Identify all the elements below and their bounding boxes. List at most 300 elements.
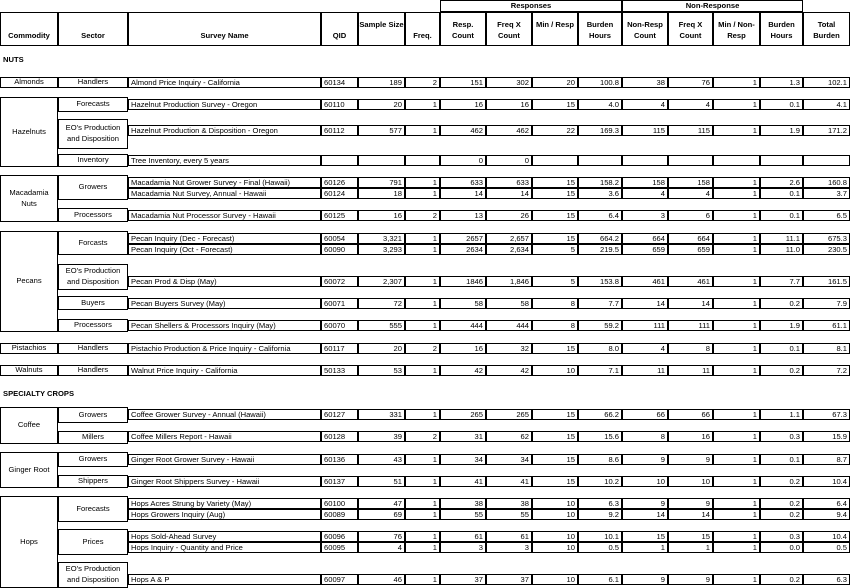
commodity-label: Almonds <box>14 77 44 86</box>
value-min: 15 <box>566 178 575 187</box>
section-title-nuts: NUTS <box>3 55 24 64</box>
cell-qid <box>321 155 358 166</box>
value-nr: 38 <box>656 78 665 87</box>
commodity-label: Pecans <box>16 276 42 285</box>
value-nrmin: 1 <box>752 321 757 330</box>
value-qid: 60095 <box>324 543 346 552</box>
value-burden: 66.2 <box>604 410 619 419</box>
value-size: 16 <box>393 211 402 220</box>
value-size: 46 <box>393 575 402 584</box>
value-total: 9.4 <box>836 510 847 519</box>
value-size: 18 <box>393 189 402 198</box>
sector-label: EO's Production and Disposition <box>65 123 121 143</box>
value-burden: 4.0 <box>608 100 619 109</box>
value-size: 2,307 <box>382 277 402 286</box>
value-fxc: 1,846 <box>509 277 529 286</box>
value-size: 189 <box>389 78 402 87</box>
value-min: 10 <box>566 510 575 519</box>
value-qid: 60134 <box>324 78 346 87</box>
header-label-nr: Non-Resp Count <box>627 20 663 40</box>
value-fxc: 32 <box>520 344 529 353</box>
value-qid: 60071 <box>324 299 346 308</box>
value-nrmin: 1 <box>752 366 757 375</box>
value-burden: 10.2 <box>604 477 619 486</box>
value-nrfxc: 6 <box>705 211 710 220</box>
value-nrmin: 1 <box>752 299 757 308</box>
value-qid: 60127 <box>324 410 346 419</box>
value-total: 61.1 <box>832 321 847 330</box>
survey-name: Pistachio Production & Price Inquiry - California <box>131 344 291 353</box>
sector-label: Growers <box>78 454 108 463</box>
value-total: 160.8 <box>827 178 847 187</box>
value-nrmin: 1 <box>752 532 757 541</box>
value-nrburden: 0.0 <box>789 543 800 552</box>
value-total: 10.4 <box>832 477 847 486</box>
value-resp: 14 <box>474 189 483 198</box>
value-min: 15 <box>566 455 575 464</box>
value-nrmin: 1 <box>752 234 757 243</box>
header-label-commodity: Commodity <box>8 31 50 40</box>
value-total: 8.1 <box>836 344 847 353</box>
value-nrburden: 0.2 <box>789 477 800 486</box>
value-nr: 4 <box>660 100 665 109</box>
header-group-responses: Responses <box>510 1 552 10</box>
value-qid: 60117 <box>324 344 345 353</box>
value-nr: 14 <box>656 299 665 308</box>
header-label-resp: Resp. Count <box>452 20 474 40</box>
value-fxc: 34 <box>520 455 529 464</box>
value-nrburden: 0.1 <box>789 100 800 109</box>
value-freq: 1 <box>432 510 437 519</box>
value-burden: 0.5 <box>608 543 619 552</box>
cell-total <box>803 155 850 166</box>
value-freq: 1 <box>432 321 437 330</box>
sector-label: Forecasts <box>76 503 110 513</box>
header-group-nonresponse: Non-Response <box>685 1 740 10</box>
sector-label: Forcasts <box>78 237 108 247</box>
value-nrfxc: 10 <box>701 477 710 486</box>
value-freq: 1 <box>432 126 437 135</box>
survey-name: Pecan Inquiry (Oct - Forecast) <box>131 245 233 254</box>
value-burden: 59.2 <box>604 321 619 330</box>
value-qid: 60128 <box>324 432 346 441</box>
cell-nrfxc <box>668 155 713 166</box>
value-min: 8 <box>570 321 575 330</box>
value-burden: 158.2 <box>599 178 619 187</box>
value-nrburden: 1.9 <box>789 126 800 135</box>
value-fxc: 55 <box>520 510 529 519</box>
value-nrburden: 1.1 <box>789 410 800 419</box>
header-label-qid: QID <box>332 31 347 40</box>
header-label-total: Total Burden <box>813 20 840 40</box>
value-burden: 7.1 <box>608 366 619 375</box>
value-total: 6.5 <box>836 211 847 220</box>
value-nrmin: 1 <box>752 100 757 109</box>
value-burden: 6.3 <box>608 499 619 508</box>
commodity-label: Macadamia Nuts <box>9 187 49 208</box>
header-label-freq: Freq. <box>413 31 432 40</box>
commodity-label: Hops <box>20 536 38 546</box>
value-qid: 60096 <box>324 532 346 541</box>
value-fxc: 0 <box>524 156 529 165</box>
value-min: 10 <box>566 499 575 508</box>
value-min: 15 <box>566 410 575 419</box>
value-qid: 60072 <box>324 277 346 286</box>
value-total: 6.3 <box>836 575 847 584</box>
value-nr: 1 <box>660 543 665 552</box>
value-nrfxc: 9 <box>705 499 710 508</box>
value-burden: 219.5 <box>599 245 619 254</box>
value-resp: 462 <box>470 126 483 135</box>
header-label-survey: Survey Name <box>200 31 249 40</box>
cell-freq <box>405 155 440 166</box>
value-total: 102.1 <box>827 78 847 87</box>
value-burden: 153.8 <box>599 277 619 286</box>
value-nrmin: 1 <box>752 78 757 87</box>
value-freq: 1 <box>432 189 437 198</box>
value-fxc: 38 <box>520 499 529 508</box>
survey-name: Walnut Price Inquiry - California <box>131 366 238 375</box>
value-burden: 10.1 <box>604 532 619 541</box>
value-qid: 50133 <box>324 366 346 375</box>
value-nrburden: 1.3 <box>789 78 800 87</box>
value-nrfxc: 9 <box>705 575 710 584</box>
value-qid: 60090 <box>324 245 346 254</box>
value-nrburden: 0.2 <box>789 299 800 308</box>
value-size: 39 <box>393 432 402 441</box>
value-nrfxc: 76 <box>701 78 710 87</box>
survey-name: Macadamia Nut Grower Survey - Final (Hawaii) <box>131 178 291 187</box>
cell-nrmin <box>713 155 760 166</box>
survey-name: Pecan Buyers Survey (May) <box>131 299 226 308</box>
value-burden: 15.6 <box>604 432 619 441</box>
value-size: 47 <box>393 499 402 508</box>
value-burden: 6.1 <box>608 575 619 584</box>
value-size: 791 <box>389 178 402 187</box>
survey-name: Hops Acres Strung by Variety (May) <box>131 499 252 508</box>
sector-label: Handlers <box>77 365 109 374</box>
value-nrmin: 1 <box>752 499 757 508</box>
value-resp: 151 <box>470 78 483 87</box>
survey-name: Hazelnut Production & Disposition - Oregon <box>131 126 278 135</box>
value-nrburden: 0.3 <box>789 432 800 441</box>
value-size: 51 <box>393 477 402 486</box>
value-nrmin: 1 <box>752 543 757 552</box>
value-qid: 60110 <box>324 100 345 109</box>
value-fxc: 2,657 <box>509 234 529 243</box>
value-qid: 60100 <box>324 499 346 508</box>
value-freq: 1 <box>432 455 437 464</box>
value-nr: 11 <box>657 366 665 375</box>
value-qid: 60054 <box>324 234 346 243</box>
value-size: 4 <box>397 543 402 552</box>
value-total: 3.7 <box>836 189 847 198</box>
value-resp: 2634 <box>466 245 483 254</box>
value-size: 3,321 <box>382 234 402 243</box>
commodity-label: Pistachios <box>11 343 47 352</box>
value-nrfxc: 14 <box>701 299 710 308</box>
value-nrfxc: 4 <box>705 100 710 109</box>
value-nrburden: 7.7 <box>789 277 800 286</box>
survey-name: Ginger Root Grower Survey - Hawaii <box>131 455 255 464</box>
sector-label: Processors <box>74 320 112 329</box>
value-fxc: 16 <box>520 100 529 109</box>
value-nr: 4 <box>660 189 665 198</box>
value-size: 53 <box>393 366 402 375</box>
value-freq: 1 <box>432 499 437 508</box>
value-nrmin: 1 <box>752 432 757 441</box>
value-min: 15 <box>566 211 575 220</box>
value-min: 15 <box>566 234 575 243</box>
value-nr: 9 <box>660 455 665 464</box>
header-label-min: Min / Resp <box>536 20 574 29</box>
value-nr: 659 <box>652 245 665 254</box>
value-resp: 58 <box>474 299 483 308</box>
value-fxc: 61 <box>520 532 529 541</box>
value-total: 10.4 <box>832 532 847 541</box>
value-nrburden: 11.0 <box>785 245 800 254</box>
value-fxc: 58 <box>520 299 529 308</box>
value-freq: 1 <box>432 410 437 419</box>
sector-label: Handlers <box>77 343 109 352</box>
value-resp: 0 <box>478 156 483 165</box>
value-nrmin: 1 <box>752 126 757 135</box>
value-fxc: 2,634 <box>509 245 529 254</box>
value-resp: 42 <box>474 366 483 375</box>
value-nrfxc: 11 <box>702 366 710 375</box>
value-nr: 3 <box>660 211 665 220</box>
survey-name: Coffee Grower Survey - Annual (Hawaii) <box>131 410 266 419</box>
value-nrburden: 0.2 <box>789 510 800 519</box>
sector-label: Forecasts <box>76 99 110 108</box>
value-fxc: 62 <box>520 432 529 441</box>
value-fxc: 37 <box>520 575 529 584</box>
value-nr: 15 <box>656 532 665 541</box>
value-min: 20 <box>566 78 575 87</box>
sector-label: Millers <box>82 432 104 441</box>
sector-label: EO's Production and Disposition <box>65 564 121 584</box>
value-resp: 633 <box>470 178 483 187</box>
value-size: 72 <box>393 299 402 308</box>
value-nr: 9 <box>660 499 665 508</box>
value-burden: 8.0 <box>608 344 619 353</box>
survey-name: Almond Price Inquiry - California <box>131 78 240 87</box>
commodity-label: Walnuts <box>15 365 43 374</box>
sector-label: Inventory <box>77 155 109 164</box>
value-min: 15 <box>566 100 575 109</box>
value-fxc: 14 <box>520 189 529 198</box>
cell-min <box>532 155 578 166</box>
value-burden: 664.2 <box>599 234 619 243</box>
value-nr: 14 <box>656 510 665 519</box>
value-fxc: 41 <box>520 477 529 486</box>
value-size: 331 <box>389 410 402 419</box>
survey-name: Ginger Root Shippers Survey - Hawaii <box>131 477 260 486</box>
value-fxc: 26 <box>520 211 529 220</box>
value-burden: 100.8 <box>599 78 619 87</box>
value-fxc: 3 <box>524 543 529 552</box>
value-size: 20 <box>393 344 402 353</box>
value-freq: 2 <box>432 432 437 441</box>
value-resp: 55 <box>474 510 483 519</box>
value-nrmin: 1 <box>752 410 757 419</box>
value-size: 43 <box>393 455 402 464</box>
value-nrmin: 1 <box>752 277 757 286</box>
value-min: 8 <box>570 299 575 308</box>
value-burden: 6.4 <box>608 211 619 220</box>
value-min: 15 <box>566 432 575 441</box>
value-burden: 8.6 <box>608 455 619 464</box>
commodity-label: Coffee <box>17 420 41 429</box>
value-size: 577 <box>389 126 402 135</box>
value-min: 10 <box>566 366 575 375</box>
value-resp: 37 <box>474 575 483 584</box>
value-nr: 10 <box>656 477 665 486</box>
value-nrfxc: 66 <box>701 410 710 419</box>
value-nrmin: 1 <box>752 189 757 198</box>
survey-name: Macadamia Nut Survey, Annual - Hawaii <box>131 189 267 198</box>
survey-name: Pecan Shellers & Processors Inquiry (May) <box>131 321 276 330</box>
value-total: 230.5 <box>827 245 847 254</box>
survey-name: Macadamia Nut Processor Survey - Hawaii <box>131 211 276 220</box>
value-freq: 1 <box>432 575 437 584</box>
survey-name: Tree Inventory, every 5 years <box>131 156 229 165</box>
value-resp: 265 <box>470 410 483 419</box>
sector-label: Shippers <box>78 476 108 485</box>
value-nrmin: 1 <box>752 344 757 353</box>
value-total: 0.5 <box>836 543 847 552</box>
value-freq: 1 <box>432 178 437 187</box>
value-fxc: 462 <box>516 126 529 135</box>
value-nrfxc: 16 <box>701 432 710 441</box>
value-min: 10 <box>566 532 575 541</box>
value-freq: 1 <box>432 532 437 541</box>
value-freq: 1 <box>432 366 437 375</box>
header-label-nrmin: Min / Non-Resp <box>718 20 755 40</box>
value-size: 69 <box>393 510 402 519</box>
value-freq: 1 <box>432 299 437 308</box>
value-nrburden: 0.1 <box>789 189 800 198</box>
value-qid: 60124 <box>324 189 346 198</box>
header-label-burden: Burden Hours <box>586 20 614 40</box>
value-resp: 16 <box>474 344 483 353</box>
value-nrburden: 1.9 <box>789 321 800 330</box>
value-nrfxc: 158 <box>697 178 710 187</box>
header-label-sector: Sector <box>81 31 105 40</box>
survey-name: Pecan Inquiry (Dec - Forecast) <box>131 234 235 243</box>
value-nrmin: 1 <box>752 245 757 254</box>
value-qid: 60089 <box>324 510 346 519</box>
value-nrfxc: 1 <box>705 543 710 552</box>
value-resp: 3 <box>478 543 483 552</box>
value-nrmin: 1 <box>752 178 757 187</box>
value-fxc: 302 <box>516 78 529 87</box>
value-nr: 66 <box>656 410 665 419</box>
survey-name: Hops Growers Inquiry (Aug) <box>131 510 226 519</box>
value-nrfxc: 659 <box>697 245 710 254</box>
value-min: 5 <box>570 245 575 254</box>
value-resp: 16 <box>474 100 483 109</box>
value-fxc: 633 <box>516 178 529 187</box>
value-total: 6.4 <box>836 499 847 508</box>
value-nrfxc: 115 <box>697 126 710 135</box>
header-label-nrfxc: Freq X Count <box>678 20 703 40</box>
value-burden: 3.6 <box>608 189 619 198</box>
value-total: 15.9 <box>832 432 847 441</box>
value-nr: 664 <box>652 234 665 243</box>
value-nrfxc: 15 <box>701 532 710 541</box>
value-nrburden: 0.1 <box>789 344 800 353</box>
value-nrburden: 0.3 <box>789 532 800 541</box>
value-nrburden: 0.1 <box>789 455 800 464</box>
survey-name: Hazelnut Production Survey - Oregon <box>131 100 258 109</box>
value-total: 7.9 <box>836 299 847 308</box>
value-total: 67.3 <box>832 410 847 419</box>
survey-name: Hops A & P <box>131 575 170 584</box>
value-resp: 34 <box>474 455 483 464</box>
value-qid: 60112 <box>324 126 345 135</box>
value-freq: 1 <box>432 245 437 254</box>
value-nrfxc: 461 <box>697 277 710 286</box>
survey-name: Hops Sold-Ahead Survey <box>131 532 217 541</box>
sector-label: Processors <box>74 209 112 219</box>
survey-name: Coffee Millers Report - Hawaii <box>131 432 232 441</box>
value-min: 22 <box>566 126 575 135</box>
value-nrburden: 0.1 <box>789 211 800 220</box>
survey-name: Hops Inquiry - Quantity and Price <box>131 543 243 552</box>
value-min: 15 <box>566 344 575 353</box>
value-size: 555 <box>389 321 402 330</box>
value-resp: 13 <box>474 211 483 220</box>
value-freq: 1 <box>432 477 437 486</box>
value-qid: 60070 <box>324 321 346 330</box>
cell-nrburden <box>760 155 803 166</box>
value-burden: 9.2 <box>608 510 619 519</box>
value-nrburden: 2.6 <box>789 178 800 187</box>
sector-label: EO's Production and Disposition <box>65 266 121 286</box>
value-nrmin: 1 <box>752 211 757 220</box>
header-label-nrburden: Burden Hours <box>768 20 795 40</box>
value-qid: 60097 <box>324 575 346 584</box>
value-total: 4.1 <box>836 100 847 109</box>
value-min: 15 <box>566 189 575 198</box>
value-fxc: 444 <box>516 321 529 330</box>
value-nr: 461 <box>652 277 665 286</box>
value-nrfxc: 4 <box>705 189 710 198</box>
value-resp: 41 <box>474 477 483 486</box>
header-label-size: Sample Size <box>359 20 404 29</box>
value-total: 171.2 <box>827 126 847 135</box>
value-size: 76 <box>393 532 402 541</box>
value-nrfxc: 111 <box>698 321 710 330</box>
value-min: 15 <box>566 477 575 486</box>
value-nr: 9 <box>660 575 665 584</box>
value-total: 161.5 <box>827 277 847 286</box>
value-min: 5 <box>570 277 575 286</box>
value-qid: 60136 <box>324 455 346 464</box>
value-nr: 111 <box>653 321 665 330</box>
section-title-specialty: SPECIALTY CROPS <box>3 389 75 398</box>
value-freq: 2 <box>432 211 437 220</box>
value-nrmin: 1 <box>752 477 757 486</box>
value-min: 10 <box>566 543 575 552</box>
value-freq: 1 <box>432 543 437 552</box>
value-freq: 2 <box>432 78 437 87</box>
value-total: 7.2 <box>836 366 847 375</box>
value-qid: 60126 <box>324 178 346 187</box>
value-freq: 1 <box>432 277 437 286</box>
value-fxc: 42 <box>520 366 529 375</box>
